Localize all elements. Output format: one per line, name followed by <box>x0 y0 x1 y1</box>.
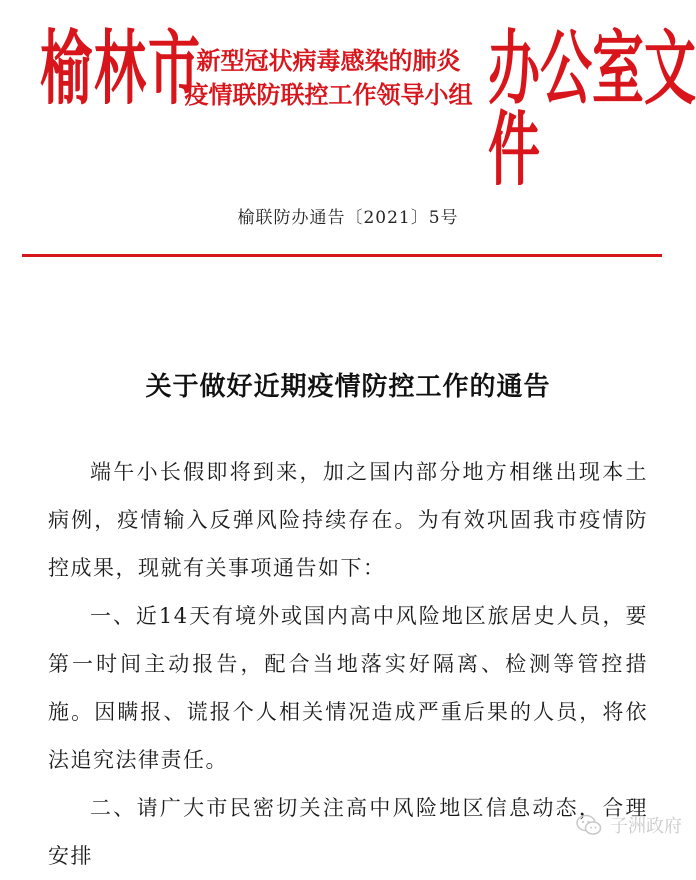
paragraph-item-1: 一、近14天有境外或国内高中风险地区旅居史人员，要第一时间主动报告，配合当地落实好隔离、检测等管控措施。因瞒报、谎报个人相关情况造成严重后果的人员，将依法追究法律责任。 <box>48 604 648 772</box>
header-city: 榆林市 <box>40 22 203 117</box>
red-divider <box>22 254 662 257</box>
wechat-icon <box>576 814 602 836</box>
watermark-text: 子洲政府 <box>610 816 682 837</box>
document-number: 榆联防办通告〔2021〕5号 <box>237 208 459 228</box>
paragraph-intro: 端午小长假即将到来，加之国内部分地方相继出现本土病例，疫情输入反弹风险持续存在。为有效巩固我市疫情防控成果，现就有关事项通告如下： <box>48 460 648 580</box>
document-title: 关于做好近期疫情防控工作的通告 <box>145 372 551 402</box>
header-group-name <box>166 44 491 112</box>
paragraph-item-2: 二、请广大市民密切关注高中风险地区信息动态，合理安排 <box>48 796 648 868</box>
header-group-line-2: 疫情联防联控工作领导小组 <box>184 80 473 109</box>
document-body <box>48 448 648 880</box>
header-office-document: 办公室文件 <box>488 22 696 198</box>
header-group-line-1: 新型冠状病毒感染的肺炎 <box>196 46 461 75</box>
watermark <box>576 812 682 838</box>
